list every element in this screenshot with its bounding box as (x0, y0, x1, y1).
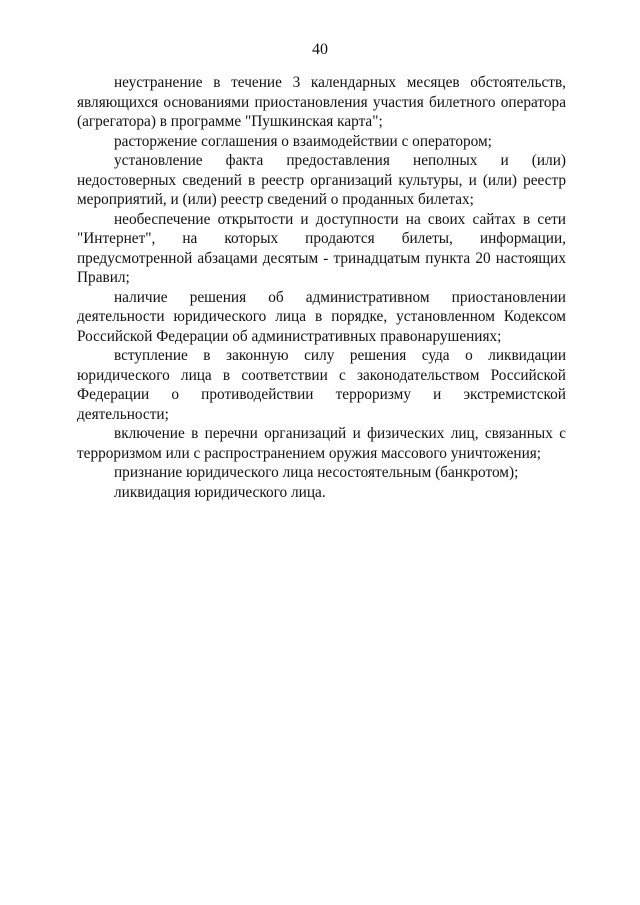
paragraph-court-liquidation: вступление в законную силу решения суда о ликвидации юридического лица в соответствии с законодательством Российской Федерации о противодействии терроризму и экстремистской деятельности; (77, 347, 566, 423)
paragraph-administrative-suspension: наличие решения об административном приостановлении деятельности юридического лица в порядке, установленном Кодексом Российской Федерации об административных правонарушениях; (77, 288, 566, 345)
document-body (77, 73, 566, 502)
page-number: 40 (312, 41, 328, 58)
paragraph-agreement-termination: расторжение соглашения о взаимодействии с оператором; (114, 132, 492, 150)
paragraph-bankruptcy: признание юридического лица несостоятельным (банкротом); (114, 464, 519, 481)
paragraph-terrorism-lists: включение в перечни организаций и физических лиц, связанных с терроризмом или с распространением оружия массового уничтожения; (77, 425, 566, 462)
paragraph-false-information: установление факта предоставления неполных и (или) недостоверных сведений в реестр организаций культуры, и (или) реестр мероприятий, и (или) реестр сведений о проданных билетах; (77, 152, 566, 208)
paragraph-no-transparency: необеспечение открытости и доступности на своих сайтах в сети "Интернет", на которых продаются билеты, информации, предусмотренной абзацами десятым - тринадцатым пункта 20 настоящих Правил; (77, 210, 566, 286)
paragraph-liquidation: ликвидация юридического лица. (114, 483, 326, 501)
paragraph-non-elimination: неустранение в течение 3 календарных месяцев обстоятельств, являющихся основаниями приостановления участия билетного оператора (агрегатора) в программе "Пушкинская карта"; (77, 74, 566, 130)
